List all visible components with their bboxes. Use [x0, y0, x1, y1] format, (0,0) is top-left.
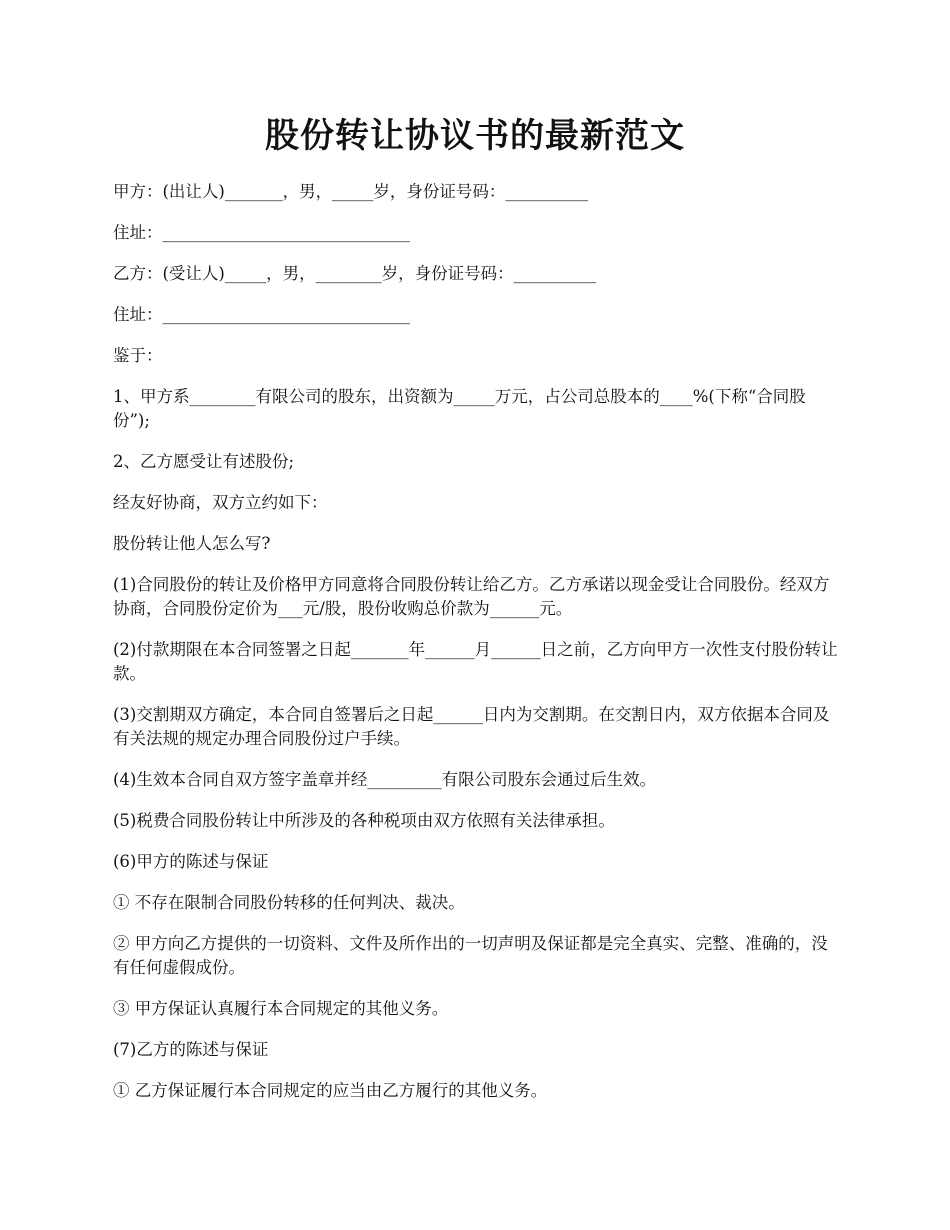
paragraph-clause-6-item-3: ③ 甲方保证认真履行本合同规定的其他义务。 [113, 999, 449, 1018]
paragraph-clause-2: (2)付款期限在本合同签署之日起_______年______月______日之前，乙方向甲方一次性支付股份转让款。 [113, 640, 838, 683]
paragraph-clause-6-item-2: ② 甲方向乙方提供的一切资料、文件及所作出的一切声明及保证都是完全真实、完整、准确的，没有任何虚假成份。 [113, 934, 828, 977]
paragraph-whereas-2: 2、乙方愿受让有述股份; [113, 452, 295, 471]
document-title: 股份转让协议书的最新范文 [265, 116, 685, 156]
paragraph-clause-7: (7)乙方的陈述与保证 [113, 1040, 269, 1059]
paragraph-question: 股份转让他人怎么写? [113, 534, 271, 553]
paragraph-party-b: 乙方：(受让人)_____，男，________岁，身份证号码：__________ [113, 264, 597, 283]
paragraph-clause-7-item-1: ① 乙方保证履行本合同规定的应当由乙方履行的其他义务。 [113, 1081, 548, 1100]
paragraph-party-b-address: 住址：______________________________ [113, 305, 410, 324]
paragraph-whereas-1: 1、甲方系________有限公司的股东，出资额为_____万元，占公司总股本的____%(下称“合同股份”); [113, 387, 806, 430]
paragraph-clause-3: (3)交割期双方确定，本合同自签署后之日起______日内为交割期。在交割日内，双方依据本合同及有关法规的规定办理合同股份过户手续。 [113, 705, 830, 748]
paragraph-whereas: 鉴于： [113, 346, 163, 365]
document-body [113, 180, 841, 1120]
paragraph-clause-5: (5)税费合同股份转让中所涉及的各种税项由双方依照有关法律承担。 [113, 811, 615, 830]
paragraph-party-a-address: 住址：______________________________ [113, 223, 410, 242]
paragraph-clause-6: (6)甲方的陈述与保证 [113, 852, 269, 871]
paragraph-party-a: 甲方：(出让人)_______，男，_____岁，身份证号码：__________ [113, 182, 588, 201]
paragraph-agreement-intro: 经友好协商，双方立约如下： [113, 493, 328, 512]
paragraph-clause-4: (4)生效本合同自双方签字盖章并经_________有限公司股东会通过后生效。 [113, 770, 657, 789]
paragraph-clause-1: (1)合同股份的转让及价格甲方同意将合同股份转让给乙方。乙方承诺以现金受让合同股份。经双方协商，合同股份定价为___元/股，股份收购总价款为______元。 [113, 575, 830, 618]
paragraph-clause-6-item-1: ① 不存在限制合同股份转移的任何判决、裁决。 [113, 893, 465, 912]
